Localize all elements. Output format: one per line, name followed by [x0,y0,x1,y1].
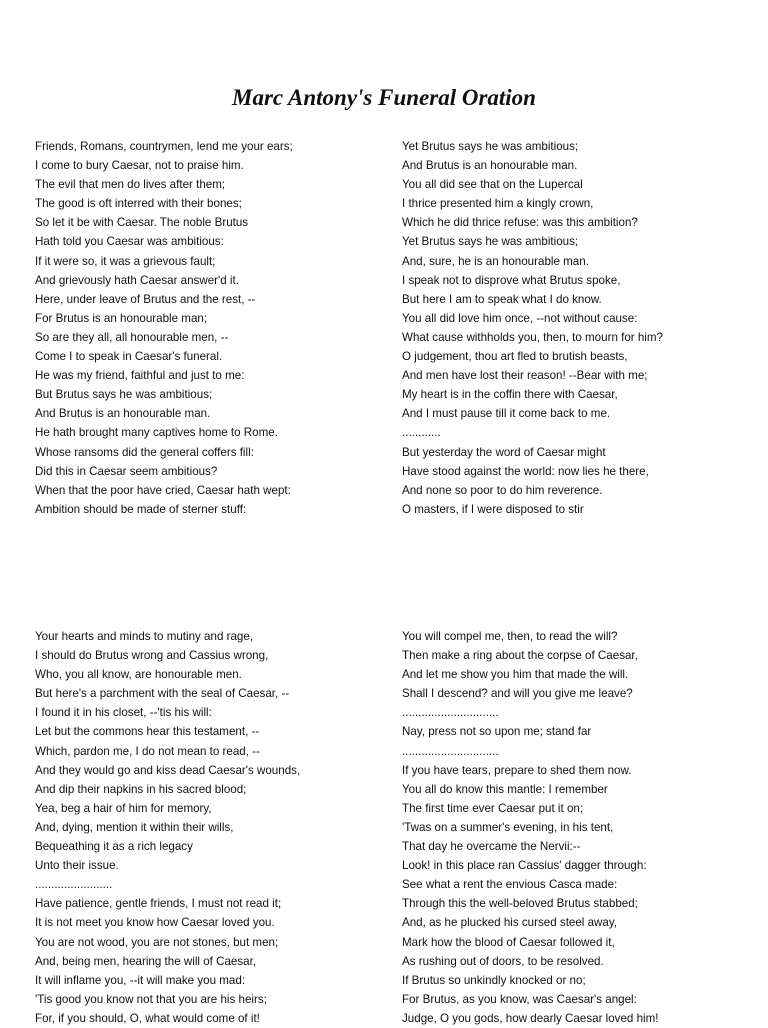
verse-line: ............ [402,426,441,440]
verse-line: That day he overcame the Nervii:-- [402,840,581,854]
verse-line: I should do Brutus wrong and Cassius wrong, [35,649,269,663]
verse-line: I thrice presented him a kingly crown, [402,197,594,211]
verse-line: Ambition should be made of sterner stuff: [35,502,247,516]
verse-line: Your hearts and minds to mutiny and rage, [35,630,254,643]
verse-line: And dip their napkins in his sacred blood; [35,782,247,796]
verse-line: Did this in Caesar seem ambitious? [35,464,218,478]
verse-line: You all did love him once, --not without cause: [402,311,638,325]
verse-line: Which, pardon me, I do not mean to read, -- [35,744,260,758]
verse-line: The first time ever Caesar put it on; [402,801,584,815]
verse-line: Yet Brutus says he was ambitious; [402,140,579,153]
verse-line: Mark how the blood of Caesar followed it, [402,935,615,949]
verse-line: And men have lost their reason! --Bear with me; [402,369,648,383]
page-title: Marc Antony's Funeral Oration [232,85,536,111]
verse-line: O masters, if I were disposed to stir [402,502,584,516]
verse-line: Yea, beg a hair of him for memory, [35,801,212,815]
verse-line: You all did see that on the Lupercal [402,178,583,192]
verse-line: My heart is in the coffin there with Caesar, [402,388,618,402]
verse-line: And grievously hath Caesar answer'd it. [35,273,239,287]
verse-line: Bequeathing it as a rich legacy [35,840,193,854]
verse-line: When that the poor have cried, Caesar hath wept: [35,483,291,497]
verse-line: As rushing out of doors, to be resolved. [402,954,604,968]
verse-line: But yesterday the word of Caesar might [402,445,606,459]
verse-line: And Brutus is an honourable man. [35,407,211,421]
verse-line: The good is oft interred with their bones; [35,197,242,211]
verse-line: And Brutus is an honourable man. [402,159,578,173]
verse-line: Which he did thrice refuse: was this ambition? [402,216,638,230]
verse-line: What cause withholds you, then, to mourn for him? [402,330,663,344]
verse-line: Judge, O you gods, how dearly Caesar loved him! [402,1011,659,1025]
verse-line: Whose ransoms did the general coffers fill: [35,445,254,459]
verse-line: You will compel me, then, to read the will? [402,630,618,643]
verse-line: And let me show you him that made the will. [402,668,629,682]
verse-line: Look! in this place ran Cassius' dagger through: [402,859,647,873]
verse-line: Who, you all know, are honourable men. [35,668,242,682]
verse-line: I found it in his closet, --'tis his will: [35,706,212,720]
verse-line: .............................. [402,744,499,758]
verse-line: Here, under leave of Brutus and the rest, -- [35,292,256,306]
verse-line: ........................ [35,878,113,892]
verse-line: He was my friend, faithful and just to me: [35,369,245,383]
verse-line: And, as he plucked his cursed steel away, [402,916,618,930]
verse-line: 'Tis good you know not that you are his heirs; [35,992,267,1006]
verse-line: O judgement, thou art fled to brutish beasts, [402,350,628,364]
verse-line: But here I am to speak what I do know. [402,292,602,306]
verse-line: And, being men, hearing the will of Caesar, [35,954,257,968]
verse-column-4 [402,627,659,1028]
verse-line: And they would go and kiss dead Caesar's wounds, [35,763,301,777]
verse-line: And, dying, mention it within their wills, [35,820,234,834]
verse-line: But here's a parchment with the seal of Caesar, -- [35,687,290,701]
verse-line: For Brutus, as you know, was Caesar's angel: [402,992,637,1006]
verse-line: I speak not to disprove what Brutus spoke, [402,273,621,287]
verse-line: 'Twas on a summer's evening, in his tent, [402,820,614,834]
verse-line: It will inflame you, --it will make you mad: [35,973,246,987]
verse-line: So let it be with Caesar. The noble Brutus [35,216,249,230]
verse-line: Have stood against the world: now lies he there, [402,464,649,478]
verse-line: It is not meet you know how Caesar loved you. [35,916,275,930]
verse-line: And none so poor to do him reverence. [402,483,603,497]
verse-line: You are not wood, you are not stones, but men; [35,935,279,949]
verse-line: .............................. [402,706,499,720]
verse-line: I come to bury Caesar, not to praise him. [35,159,244,173]
verse-line: Hath told you Caesar was ambitious: [35,235,224,249]
verse-line: If Brutus so unkindly knocked or no; [402,973,586,987]
verse-line: Come I to speak in Caesar's funeral. [35,350,223,364]
verse-line: Friends, Romans, countrymen, lend me your ears; [35,140,293,153]
verse-line: Nay, press not so upon me; stand far [402,725,592,739]
verse-line: And I must pause till it come back to me. [402,407,611,421]
verse-line: For, if you should, O, what would come of it! [35,1011,260,1025]
verse-line: Have patience, gentle friends, I must not read it; [35,897,282,911]
verse-line: He hath brought many captives home to Rome. [35,426,278,440]
verse-line: Shall I descend? and will you give me leave? [402,687,633,701]
verse-column-1 [35,137,293,519]
verse-line: But Brutus says he was ambitious; [35,388,213,402]
verse-line: The evil that men do lives after them; [35,178,226,192]
verse-line: Yet Brutus says he was ambitious; [402,235,579,249]
verse-line: If it were so, it was a grievous fault; [35,254,216,268]
verse-line: See what a rent the envious Casca made: [402,878,618,892]
verse-line: And, sure, he is an honourable man. [402,254,589,268]
verse-column-3 [35,627,300,1028]
verse-line: Then make a ring about the corpse of Caesar, [402,649,638,663]
verse-line: For Brutus is an honourable man; [35,311,208,325]
verse-line: So are they all, all honourable men, -- [35,330,229,344]
verse-column-2 [402,137,663,519]
verse-line: If you have tears, prepare to shed them now. [402,763,632,777]
verse-line: Unto their issue. [35,859,119,873]
verse-line: Through this the well-beloved Brutus stabbed; [402,897,638,911]
verse-line: You all do know this mantle: I remember [402,782,608,796]
verse-line: Let but the commons hear this testament, -- [35,725,260,739]
